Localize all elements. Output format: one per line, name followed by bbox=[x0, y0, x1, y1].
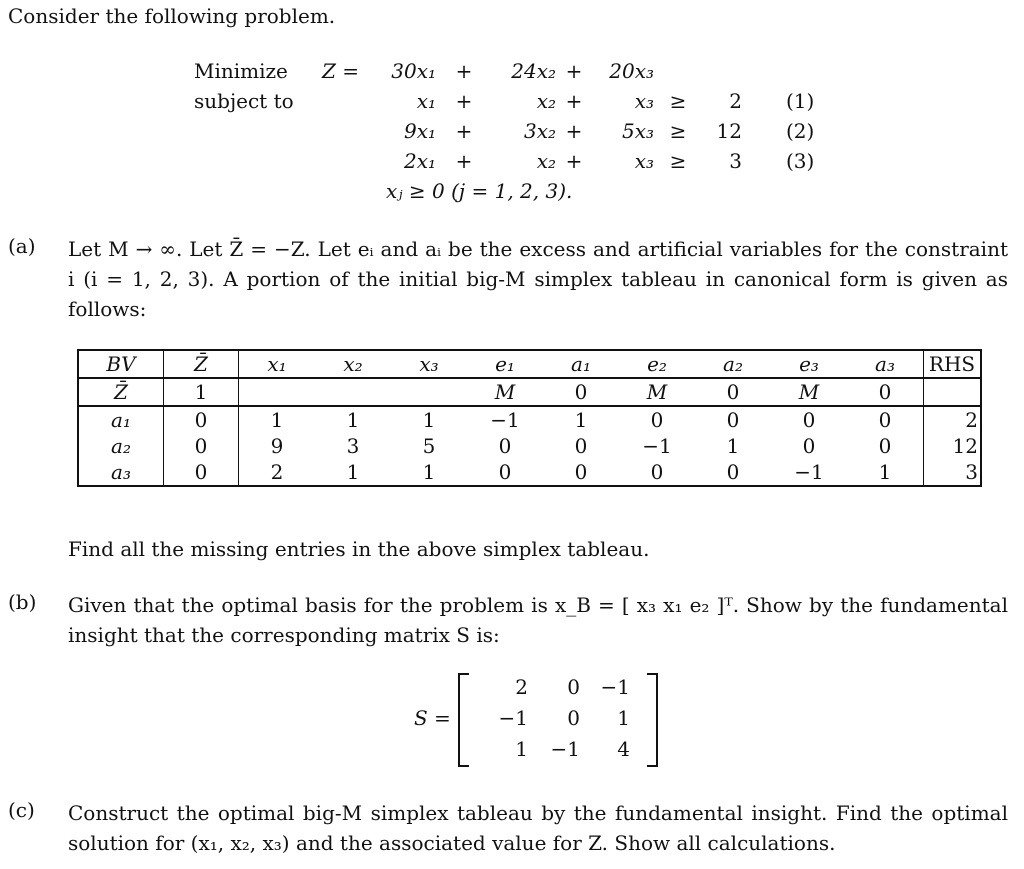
header-cell: a₂ bbox=[695, 350, 771, 378]
header-cell: x₁ bbox=[239, 350, 316, 378]
table-cell: 5 bbox=[422, 434, 436, 458]
table-cell: 0 bbox=[164, 433, 239, 459]
row-bv: a₂ bbox=[78, 433, 164, 459]
table-cell: 0 bbox=[543, 459, 619, 486]
matrix-cell: 1 bbox=[617, 706, 630, 730]
constraint-plus: + bbox=[565, 119, 583, 143]
table-cell: 0 bbox=[650, 408, 664, 432]
part-a-text: Let M → ∞. Let Z̄ = −Z. Let eᵢ and aᵢ be the excess and artificial variables for the constraint i (i = 1, 2, 3). A portion of the initial big-M simplex tableau in canonical form is given as follows: bbox=[68, 237, 1008, 321]
objective-lhs: Z = bbox=[322, 59, 360, 83]
row-bv: a₁ bbox=[78, 406, 164, 433]
constraint-term: x₂ bbox=[536, 149, 556, 173]
table-cell: −1 bbox=[642, 434, 672, 458]
matrix-cell: −1 bbox=[600, 675, 630, 699]
table-cell: 1 bbox=[847, 459, 924, 486]
matrix-cell: 1 bbox=[515, 737, 528, 761]
constraint-plus: + bbox=[565, 149, 583, 173]
simplex-tableau bbox=[77, 349, 982, 487]
objective-plus: + bbox=[565, 59, 583, 83]
subject-to-label: subject to bbox=[194, 89, 294, 113]
objective-term: 20x₃ bbox=[609, 59, 654, 83]
matrix-s bbox=[458, 673, 658, 765]
header-cell: e₃ bbox=[771, 350, 847, 378]
constraint-term: 5x₃ bbox=[621, 119, 654, 143]
table-cell: 9 bbox=[270, 434, 284, 458]
header-cell: RHS bbox=[924, 350, 982, 378]
part-a-label: (a) bbox=[8, 234, 36, 258]
matrix-cell: 0 bbox=[567, 706, 580, 730]
intro-text: Consider the following problem. bbox=[8, 4, 336, 28]
tableau-row bbox=[78, 433, 981, 459]
matrix-cell: −1 bbox=[550, 737, 580, 761]
table-cell: M bbox=[771, 378, 847, 406]
table-cell: 0 bbox=[802, 408, 816, 432]
header-cell: a₃ bbox=[847, 350, 924, 378]
constraint-rhs: 3 bbox=[729, 149, 742, 173]
table-cell: 1 bbox=[391, 459, 467, 486]
table-cell-missing bbox=[239, 378, 316, 406]
table-cell: 0 bbox=[467, 459, 543, 486]
constraint-term: x₁ bbox=[416, 89, 436, 113]
table-cell: 1 bbox=[270, 408, 284, 432]
constraint-plus: + bbox=[455, 89, 473, 113]
table-cell: 12 bbox=[924, 433, 982, 459]
table-cell: 2 bbox=[239, 459, 316, 486]
tableau-header-row bbox=[78, 350, 981, 378]
table-cell: M bbox=[467, 378, 543, 406]
constraint-rhs: 2 bbox=[729, 89, 742, 113]
part-c-label: (c) bbox=[8, 798, 35, 822]
table-cell: −1 bbox=[771, 459, 847, 486]
constraint-term: 3x₂ bbox=[523, 119, 556, 143]
table-cell: 3 bbox=[346, 434, 360, 458]
header-cell: x₂ bbox=[315, 350, 391, 378]
table-cell: 0 bbox=[574, 434, 588, 458]
table-cell: 0 bbox=[164, 459, 239, 486]
constraint-term: x₃ bbox=[634, 149, 654, 173]
objective-plus: + bbox=[455, 59, 473, 83]
table-cell-missing bbox=[315, 378, 391, 406]
constraint-rhs: 12 bbox=[716, 119, 742, 143]
constraint-relation: ≥ bbox=[669, 149, 687, 173]
constraint-plus: + bbox=[455, 149, 473, 173]
minimize-label: Minimize bbox=[194, 59, 288, 83]
constraint-term: x₃ bbox=[634, 89, 654, 113]
table-cell: 1 bbox=[346, 408, 360, 432]
table-cell: −1 bbox=[490, 408, 520, 432]
table-cell: 1 bbox=[574, 408, 588, 432]
find-instruction: Find all the missing entries in the above simplex tableau. bbox=[68, 537, 650, 561]
constraint-tag: (3) bbox=[786, 149, 815, 173]
table-cell: 0 bbox=[847, 406, 924, 433]
matrix-cell: 0 bbox=[567, 675, 580, 699]
matrix-cell: 2 bbox=[515, 675, 528, 699]
table-cell: 0 bbox=[847, 378, 924, 406]
table-cell: 0 bbox=[695, 459, 771, 486]
table-cell: 0 bbox=[726, 408, 740, 432]
constraint-tag: (1) bbox=[786, 89, 815, 113]
table-cell-missing bbox=[924, 378, 982, 406]
constraint-relation: ≥ bbox=[669, 89, 687, 113]
objective-term: 30x₁ bbox=[391, 59, 436, 83]
row-bv: a₃ bbox=[78, 459, 164, 486]
table-cell: 1 bbox=[315, 459, 391, 486]
table-cell: 0 bbox=[543, 378, 619, 406]
matrix-cell: −1 bbox=[498, 706, 528, 730]
row-bv: Z̄ bbox=[78, 378, 164, 406]
header-cell: e₂ bbox=[619, 350, 695, 378]
part-c-text: Construct the optimal big-M simplex tableau by the fundamental insight. Find the optimal solution for (x₁, x₂, x₃) and the associated value for Z. Show all calculations. bbox=[68, 801, 1008, 855]
table-cell: 0 bbox=[695, 378, 771, 406]
table-cell: 0 bbox=[498, 434, 512, 458]
table-cell: 3 bbox=[924, 459, 982, 486]
header-cell: Z̄ bbox=[164, 350, 239, 378]
nonnegativity: xⱼ ≥ 0 (j = 1, 2, 3). bbox=[386, 179, 573, 203]
matrix-cell: 4 bbox=[617, 737, 630, 761]
header-cell: BV bbox=[78, 350, 164, 378]
constraint-plus: + bbox=[455, 119, 473, 143]
constraint-term: 2x₁ bbox=[403, 149, 436, 173]
header-cell: e₁ bbox=[467, 350, 543, 378]
table-cell-missing bbox=[391, 378, 467, 406]
header-cell: x₃ bbox=[391, 350, 467, 378]
constraint-relation: ≥ bbox=[669, 119, 687, 143]
tableau-row bbox=[78, 459, 981, 486]
part-b-label: (b) bbox=[8, 590, 37, 614]
constraint-tag: (2) bbox=[786, 119, 815, 143]
constraint-plus: + bbox=[565, 89, 583, 113]
constraint-term: 9x₁ bbox=[403, 119, 436, 143]
table-cell: 0 bbox=[802, 434, 816, 458]
table-cell: 1 bbox=[726, 434, 740, 458]
table-cell: 0 bbox=[619, 459, 695, 486]
matrix-bracket-left bbox=[458, 673, 469, 767]
header-cell: a₁ bbox=[543, 350, 619, 378]
table-cell: 1 bbox=[164, 378, 239, 406]
table-cell: 0 bbox=[847, 433, 924, 459]
constraint-term: x₂ bbox=[536, 89, 556, 113]
table-cell: 1 bbox=[422, 408, 436, 432]
matrix-bracket-right bbox=[647, 673, 658, 767]
table-cell: 0 bbox=[164, 406, 239, 433]
part-b-text: Given that the optimal basis for the problem is x_B = [ x₃ x₁ e₂ ]ᵀ. Show by the fundamental insight that the corresponding matrix S is: bbox=[68, 593, 1008, 647]
tableau-objective-row bbox=[78, 378, 981, 406]
table-cell: 2 bbox=[924, 406, 982, 433]
table-cell: M bbox=[619, 378, 695, 406]
tableau-row bbox=[78, 406, 981, 433]
objective-term: 24x₂ bbox=[511, 59, 556, 83]
matrix-lhs: S = bbox=[414, 706, 451, 730]
